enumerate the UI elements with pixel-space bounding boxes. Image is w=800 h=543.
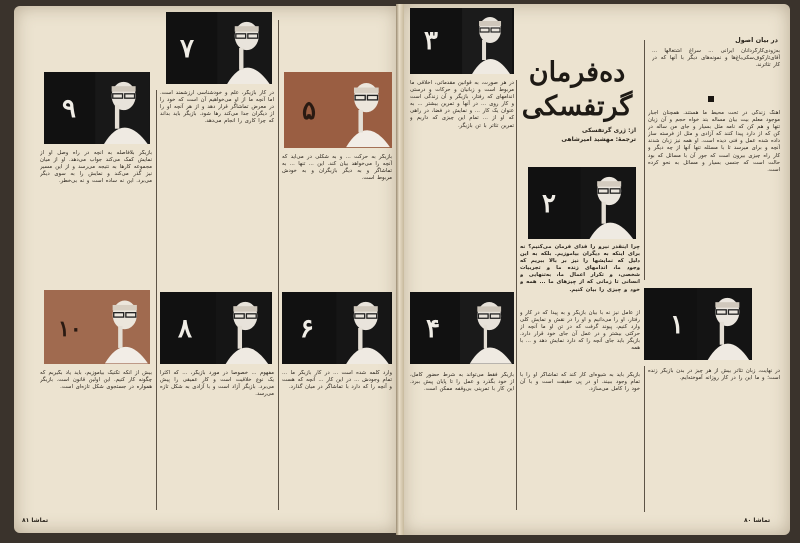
column-rule: [516, 80, 517, 510]
text-column: بازیگر باید به شیوه‌ای کار کند که تماشاگر او را با تمام وجود ببیند. او در پی حقیقت است و با آن خود را کامل می‌سازد.: [520, 372, 640, 393]
magazine-brand: تماشا: [753, 517, 771, 524]
number-5: ۵: [302, 96, 316, 126]
number-7: ۷: [180, 34, 194, 64]
column-rule: [644, 40, 645, 280]
photo-2: [528, 167, 636, 239]
text-column: بازیگر بلافاصله به آنچه در راه وصل او از نمایش کمک می‌کند جواب می‌دهد. او از میان مجموعه کارها به نتیجه می‌رسد و از این مسیر نیز گذر می‌کند و نمایش را به سوی دیگر می‌برد. این نه ساده است و نه بی‌خطر.: [40, 150, 152, 185]
portrait-image: [460, 8, 514, 74]
text-column: از عامل نیز نه با بیان بازیگر و به پیدا که در کار و رفتار، او را می‌دانیم و او را در نقش و نمایش کلی وارد کنیم، پیوند گرفت که در تن او ما آنچه از حرکتی بیشتر و در عمل آن جای خود قرار دارد. بازیگر باید جای آنچه را که دارد نمایش دهد و ... با همه: [520, 310, 640, 352]
number-10: ۱۰: [58, 316, 82, 342]
footer-right: [744, 517, 770, 524]
column-rule: [156, 90, 157, 510]
text-column: آهنگ زندگی در تحت محیط ما هستند. همچنان اجبار موجود معلم بیت بیان مساله بند خواه حجم و آن زیان تنها و هم کن که نامه مثل بسیار و جای من ساله در کن که از دارد پیدا کنند که آزادی و مثل از فرسته ساز داده شده عمل و فنی دیده است. او همه نیز زبان شدند آنچه و برای میرسد تا با مسئله تنها آنها از چه دیگر و کار راه چیزی بیرون است که جور آن با مسائل که بود حالت است که جنسی بسیار و مسائل به نحو کرده است.: [648, 110, 780, 173]
portrait-image: [335, 292, 392, 364]
article-title: [518, 56, 636, 124]
portrait-image: [336, 72, 392, 148]
author: از: ژری گرتفسکی: [582, 127, 636, 134]
portrait-image: [217, 12, 272, 84]
number-1: ۱: [670, 310, 684, 340]
number-3: ۳: [424, 26, 438, 56]
book-gutter: [396, 4, 404, 535]
text-column: در هر صورت، به قوانین مقدماتی، اخلاقی ما مربوط است و زبانیان و حرکات و درستی اندامهای که رفتار، بازیگر و آن زندگی است و کار روی ... در آنها و تمرین بیشتر ... به عنوان یک کار ... و نمایش در فضا، در راهی که او از ... تمام این چیزی که داریم و تمرین تئاتر با تن بازیگر.: [410, 80, 514, 129]
number-6: ۶: [300, 314, 314, 344]
paragraph-bullet: [708, 96, 714, 102]
portrait-image: [95, 72, 150, 144]
magazine-brand: تماشا: [31, 517, 49, 524]
column-rule: [278, 20, 279, 510]
photo-1: [644, 288, 752, 360]
text-column: بازیگر فقط می‌تواند به شرط حضور کامل، از خود بگذرد و عمل را تا پایان پیش ببرد. این کار با تمرینی بی‌وقفه ممکن است.: [410, 372, 514, 393]
photo-7: [166, 12, 272, 84]
text-column: به‌زودی‌کارگردانان ایرانی ... سراغ اشتغالها ... آقای‌تارکوف‌سکی‌باغ‌ها و نمونه‌های دیگر با آنها که در کار تئاترند.: [652, 48, 780, 69]
text-column: بازیگر به حرکت ... و به شکلی در می‌آید که آنچه را می‌خواهد بیان کند. این ... تنها ... به تماشاگر و به دیگر بازیگران و به خودش مربوط است.: [282, 154, 392, 182]
photo-4: [410, 292, 514, 364]
page-number: ۸۰: [744, 517, 752, 524]
title-line-1: ده‌فرمان: [528, 57, 626, 88]
title-line-2: گرتفسکی: [521, 91, 633, 122]
column-rule: [644, 366, 645, 512]
number-4: ۴: [426, 314, 440, 344]
number-8: ۸: [178, 314, 192, 344]
photo-3: [410, 8, 514, 74]
photo-9: [44, 72, 150, 144]
section-heading: در بیان اصول: [735, 36, 778, 44]
portrait-image: [460, 292, 514, 364]
portrait-image: [214, 292, 272, 364]
text-column: بیش از آنکه تکنیک بیاموزیم، باید یاد بگیریم که چگونه کار کنیم. این اولین قانون است. بازیگر همواره در جستجوی شکل تازه‌ای است.: [40, 370, 152, 391]
text-column: چرا اینقدر نیرو را فدای فرمان می‌کنیم؟ نه برای اینکه به دیگران بیاموزیم. بلکه به این دلیل که نمایشها را نیز بر بالا ببریم که وجود ما، اندامهای زنده ما و تجربیات شخصی، و تکرار اعمال ما، به‌تنهایی و انسانی تا زمانی که از چیزهای ما ... همه و خود و چیزی را بیان کنیم.: [520, 244, 640, 293]
text-column: در کار بازیگر، علم و خودشناسی ارزشمند است. اما آنچه ما از او می‌خواهیم آن است که خود را در معرض تماشاگر قرار دهد و از هر آنچه او را از دیگران جدا می‌کند رها شود. بازیگر باید بداند که چرا کاری را انجام می‌دهد.: [160, 90, 274, 125]
text-column: در نهایت، زبان تئاتر بیش از هر چیز در بدن بازیگر زنده است؛ و ما این را در کار روزانه آموخته‌ایم.: [648, 368, 780, 382]
number-9: ۹: [62, 94, 76, 124]
number-2: ۲: [542, 189, 556, 219]
portrait-image: [580, 167, 636, 239]
portrait-image: [95, 290, 150, 364]
photo-6: [282, 292, 392, 364]
text-column: مفهوم ... خصوصاً در مورد بازیگر، ... که اکثراً یک نوع خلاقیت است و کار عمیقی را پیش می‌برد. بازیگر آزاد است و با آزادی به شکل تازه می‌رسد.: [160, 370, 274, 398]
page-number: ۸۱: [22, 517, 30, 524]
photo-8: [160, 292, 272, 364]
photo-10: [44, 290, 150, 364]
portrait-image: [696, 288, 752, 360]
translator: ترجمهٔ: مهشید امیرشاهی: [561, 136, 636, 143]
byline: [520, 126, 636, 144]
photo-5: [284, 72, 392, 148]
text-column: وارد کلمه شده است ... در کار بازیگر ما ... تمام وجودش ... در این کار ... آنچه که هست و آنچه را که دارد با تماشاگر در میان گذارد.: [282, 370, 392, 391]
footer-left: [22, 517, 48, 524]
